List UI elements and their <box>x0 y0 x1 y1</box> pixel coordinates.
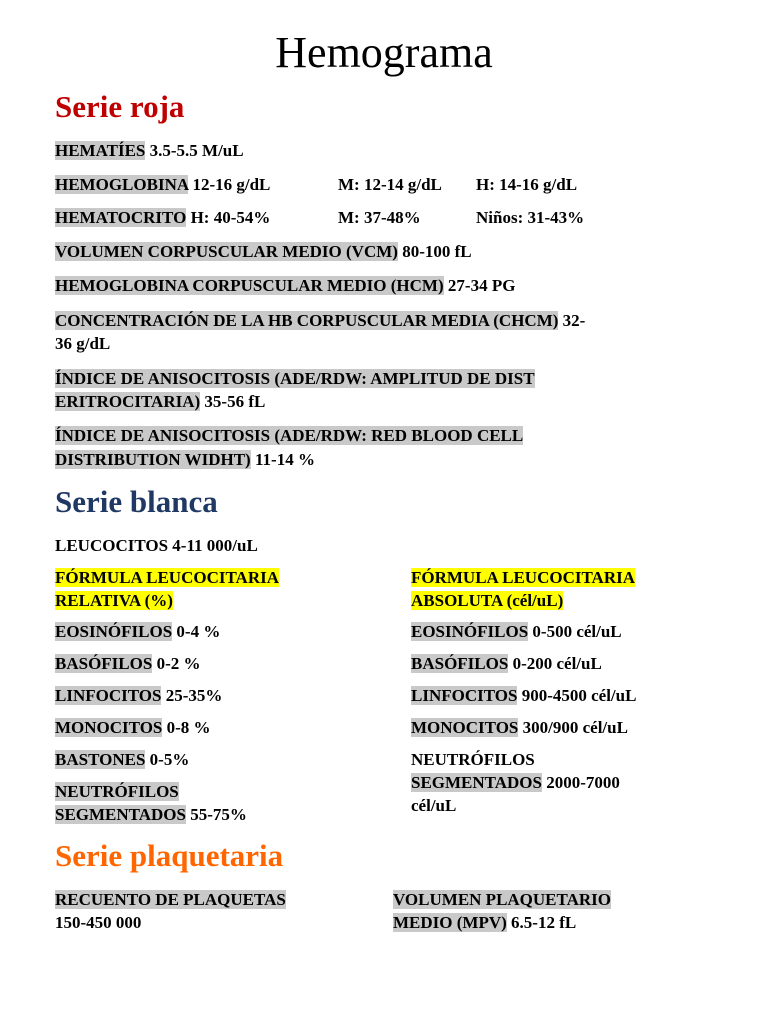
serie-plaquetaria-heading: Serie plaquetaria <box>55 838 284 873</box>
hematocrito-value: H: 40-54% <box>186 208 271 227</box>
ade-amplitud-value: 35-56 fL <box>200 392 266 411</box>
relativa-neutrofilos-row-2: SEGMENTADOS 55-75% <box>55 805 247 824</box>
hcm-value: 27-34 PG <box>443 276 516 295</box>
relativa-monocitos-row: MONOCITOS 0-8 % <box>55 718 211 737</box>
chcm-label: CONCENTRACIÓN DE LA HB CORPUSCULAR MEDIA (CHCM) <box>55 311 559 330</box>
leucocitos-row: LEUCOCITOS 4-11 000/uL <box>55 536 258 555</box>
ade-rdw-row-2 <box>55 448 315 471</box>
hematies-label: HEMATÍES <box>55 141 146 160</box>
hemoglobina-row <box>55 173 270 196</box>
vcm-value: 80-100 fL <box>397 242 472 261</box>
relativa-linfocitos-row: LINFOCITOS 25-35% <box>55 686 223 705</box>
relativa-bastones-row: BASTONES 0-5% <box>55 750 190 769</box>
ade-rdw-label-2: DISTRIBUTION WIDHT) <box>55 450 251 469</box>
ade-amplitud-row-2 <box>55 390 265 413</box>
vpm-label-1: VOLUMEN PLAQUETARIO <box>393 890 611 909</box>
hematocrito-label: HEMATOCRITO <box>55 208 187 227</box>
absoluta-neutrofilos-label-1: NEUTRÓFILOS <box>411 750 535 769</box>
chcm-value: 32- <box>558 311 586 330</box>
relativa-eosinofilos-row: EOSINÓFILOS 0-4 % <box>55 622 221 641</box>
recuento-plaquetas-label: RECUENTO DE PLAQUETAS <box>55 890 286 909</box>
formula-absoluta-header-1: FÓRMULA LEUCOCITARIA <box>411 568 636 587</box>
formula-absoluta-header-2: ABSOLUTA (cél/uL) <box>411 591 564 610</box>
vcm-label: VOLUMEN CORPUSCULAR MEDIO (VCM) <box>55 242 398 261</box>
ade-rdw-value: 11-14 % <box>250 450 315 469</box>
formula-relativa-header-2: RELATIVA (%) <box>55 591 173 610</box>
document-title: Hemograma <box>275 28 493 77</box>
ade-amplitud-label-1: ÍNDICE DE ANISOCITOSIS (ADE/RDW: AMPLITUD DE DIST <box>55 369 535 388</box>
hemoglobina-label: HEMOGLOBINA <box>55 175 189 194</box>
hematocrito-row <box>55 206 270 229</box>
absoluta-neutrofilos-unit: cél/uL <box>411 796 457 815</box>
absoluta-eosinofilos-row: EOSINÓFILOS 0-500 cél/uL <box>411 622 622 641</box>
hematies-row <box>55 139 244 162</box>
hemoglobina-value: 12-16 g/dL <box>188 175 271 194</box>
ade-rdw-label-1: ÍNDICE DE ANISOCITOSIS (ADE/RDW: RED BLOOD CELL <box>55 426 524 445</box>
serie-blanca-heading: Serie blanca <box>55 484 218 519</box>
formula-relativa-header-1: FÓRMULA LEUCOCITARIA <box>55 568 280 587</box>
recuento-plaquetas-value: 150-450 000 <box>55 913 142 932</box>
absoluta-basofilos-row: BASÓFILOS 0-200 cél/uL <box>411 654 602 673</box>
vpm-row-2: MEDIO (MPV) 6.5-12 fL <box>393 913 577 932</box>
hematies-value: 3.5-5.5 M/uL <box>145 141 244 160</box>
hemoglobina-hombre: H: 14-16 g/dL <box>476 175 578 194</box>
hcm-label: HEMOGLOBINA CORPUSCULAR MEDIO (HCM) <box>55 276 444 295</box>
chcm-row <box>55 309 585 332</box>
relativa-basofilos-row: BASÓFILOS 0-2 % <box>55 654 201 673</box>
chcm-value-cont: 36 g/dL <box>55 334 111 353</box>
absoluta-neutrofilos-row-2: SEGMENTADOS 2000-7000 <box>411 773 620 792</box>
hcm-row <box>55 274 515 297</box>
vcm-row <box>55 240 472 263</box>
serie-roja-heading: Serie roja <box>55 89 185 124</box>
hemoglobina-mujer: M: 12-14 g/dL <box>338 175 442 194</box>
absoluta-monocitos-row: MONOCITOS 300/900 cél/uL <box>411 718 628 737</box>
ade-amplitud-label-2: ERITROCITARIA) <box>55 392 201 411</box>
hematocrito-ninos: Niños: 31-43% <box>476 208 585 227</box>
hematocrito-mujer: M: 37-48% <box>338 208 421 227</box>
relativa-neutrofilos-label-1: NEUTRÓFILOS <box>55 782 179 801</box>
absoluta-linfocitos-row: LINFOCITOS 900-4500 cél/uL <box>411 686 637 705</box>
